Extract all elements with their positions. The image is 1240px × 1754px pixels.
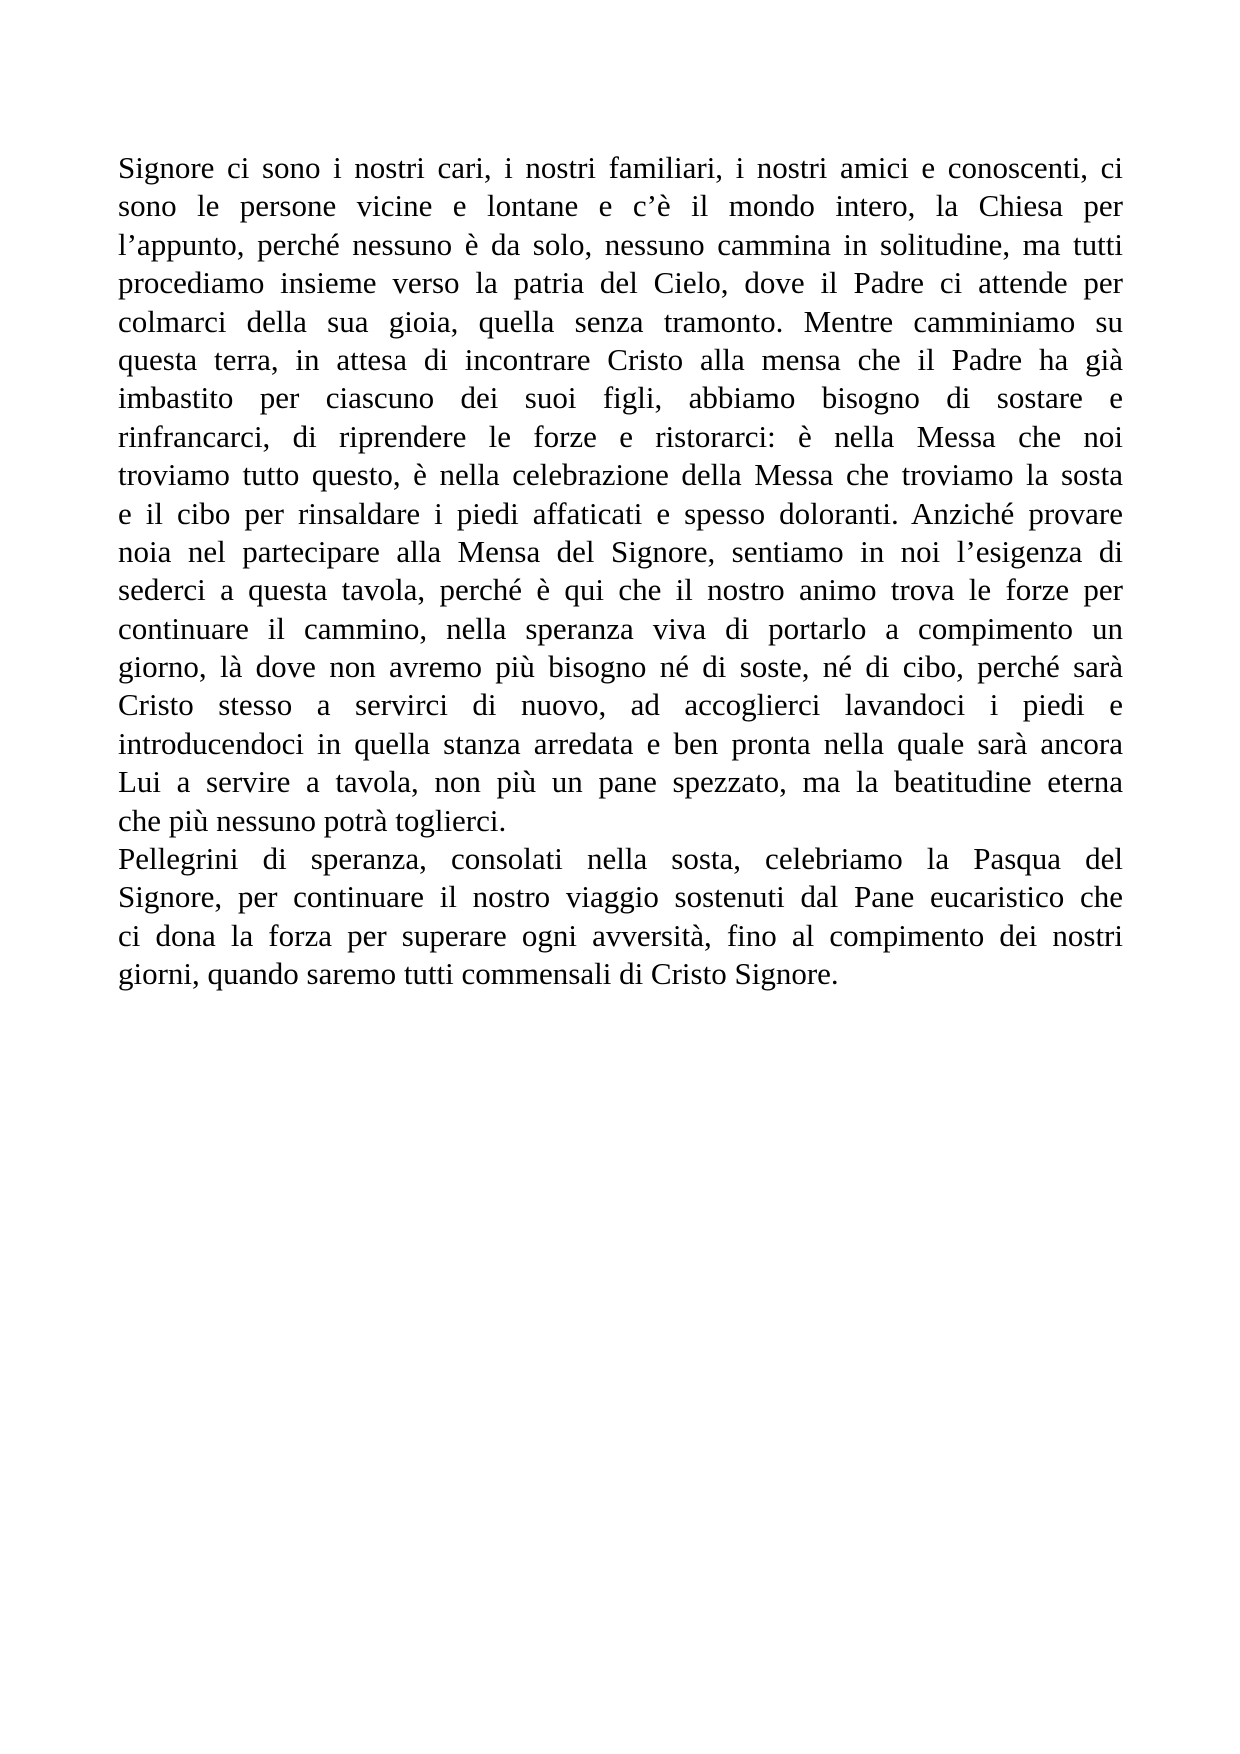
- text-line: che più nessuno potrà toglierci.: [118, 802, 507, 838]
- text-line: noia nel partecipare alla Mensa del Signore, sentiamo in noi l’esigenza di: [118, 533, 1123, 569]
- paragraph-1: [118, 149, 1123, 840]
- text-line: e il cibo per rinsaldare i piedi affaticati e spesso doloranti. Anziché provare: [118, 495, 1123, 531]
- text-line: Pellegrini di speranza, consolati nella sosta, celebriamo la Pasqua del: [118, 841, 1123, 877]
- text-line: giorni, quando saremo tutti commensali di Cristo Signore.: [118, 956, 839, 992]
- text-line: troviamo tutto questo, è nella celebrazione della Messa che troviamo la sosta: [118, 457, 1123, 493]
- text-line: procediamo insieme verso la patria del Cielo, dove il Padre ci attende per: [118, 265, 1123, 301]
- text-line: giorno, là dove non avremo più bisogno né di soste, né di cibo, perché sarà: [118, 649, 1123, 685]
- text-line: sono le persone vicine e lontane e c’è il mondo intero, la Chiesa per: [118, 188, 1123, 224]
- text-line: continuare il cammino, nella speranza viva di portarlo a compimento un: [118, 610, 1123, 646]
- body-text: [118, 149, 1123, 994]
- text-line: imbastito per ciascuno dei suoi figli, abbiamo bisogno di sostare e: [118, 380, 1123, 416]
- text-line: introducendoci in quella stanza arredata e ben pronta nella quale sarà ancora: [118, 725, 1123, 761]
- text-line: Lui a servire a tavola, non più un pane spezzato, ma la beatitudine eterna: [118, 764, 1123, 800]
- text-line: rinfrancarci, di riprendere le forze e ristorarci: è nella Messa che noi: [118, 418, 1123, 454]
- text-line: Signore ci sono i nostri cari, i nostri familiari, i nostri amici e conoscenti, ci: [118, 150, 1123, 185]
- text-line: questa terra, in attesa di incontrare Cristo alla mensa che il Padre ha già: [118, 341, 1123, 377]
- paragraph-2: [118, 840, 1123, 994]
- text-line: Signore, per continuare il nostro viaggio sostenuti dal Pane eucaristico che: [118, 879, 1123, 915]
- text-line: colmarci della sua gioia, quella senza tramonto. Mentre camminiamo su: [118, 303, 1123, 339]
- text-line: ci dona la forza per superare ogni avversità, fino al compimento dei nostri: [118, 917, 1123, 953]
- text-line: sederci a questa tavola, perché è qui che il nostro animo trova le forze per: [118, 572, 1123, 608]
- text-line: Cristo stesso a servirci di nuovo, ad accoglierci lavandoci i piedi e: [118, 687, 1123, 723]
- text-line: l’appunto, perché nessuno è da solo, nessuno cammina in solitudine, ma tutti: [118, 226, 1123, 262]
